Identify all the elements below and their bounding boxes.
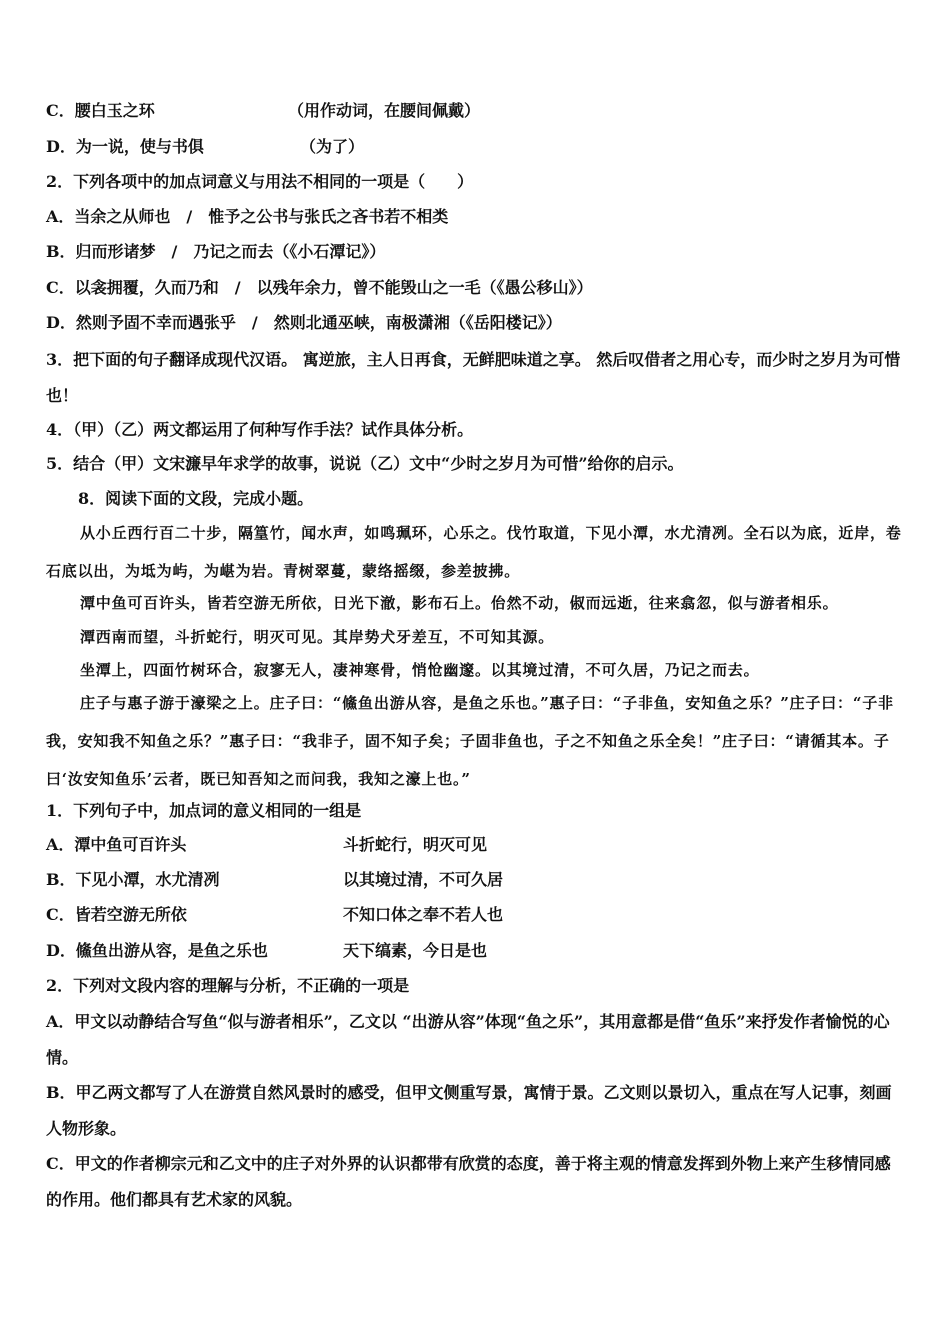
option-right-text: 不知口体之奉不若人也 bbox=[343, 905, 504, 924]
passage-paragraph: 潭中鱼可百许头，皆若空游无所依，日光下澈，影布石上。佁然不动，俶而远逝，往来翕忽，似与游者相乐。 bbox=[80, 594, 839, 612]
subquestion-2-option-c: C．甲文的作者柳宗元和乙文中的庄子对外界的认识都带有欣赏的态度，善于将主观的情意发挥到外物上来产生移情同感的作用。他们都具有艺术家的风貌。 bbox=[46, 1154, 891, 1209]
option-label: D． bbox=[46, 137, 76, 156]
subquestion-1-stem: 1．下列句子中，加点词的意义相同的一组是 bbox=[46, 801, 362, 820]
subquestion-1-option-d bbox=[46, 940, 906, 962]
option-note: （用作动词，在腰间佩戴） bbox=[288, 101, 481, 120]
question-4: 4．（甲）（乙）两文都运用了何种写作手法？试作具体分析。 bbox=[46, 420, 474, 439]
subquestion-2-option-b: B．甲乙两文都写了人在游赏自然风景时的感受，但甲文侧重写景，寓情于景。乙文则以景切入，重点在写人记事，刻画人物形象。 bbox=[46, 1083, 892, 1138]
option-right-text: 斗折蛇行，明灭可见 bbox=[343, 835, 488, 854]
option-label: C． bbox=[46, 101, 75, 120]
question-2-option-a: A．当余之从师也 / 惟予之公书与张氏之吝书若不相类 bbox=[46, 207, 449, 226]
option-left-text: 鯈鱼出游从容，是鱼之乐也 bbox=[75, 941, 268, 960]
option-text: 腰白玉之环 bbox=[74, 101, 155, 120]
subquestion-1-option-b bbox=[46, 869, 906, 891]
passage-paragraph: 从小丘西行百二十步，隔篁竹，闻水声，如鸣珮环，心乐之。伐竹取道，下见小潭，水尤清冽。全石以为底，近岸，卷石底以出，为坻为屿，为嵁为岩。青树翠蔓，蒙络摇缀，参差披拂。 bbox=[46, 524, 902, 580]
prev-question-option-c bbox=[46, 100, 906, 122]
question-5: 5．结合（甲）文宋濂早年求学的故事，说说（乙）文中“少时之岁月为可惜”给你的启示。 bbox=[46, 454, 684, 473]
option-label: A． bbox=[46, 835, 75, 854]
question-2-option-b: B．归而形诸梦 / 乃记之而去（《小石潭记》） bbox=[46, 242, 386, 261]
option-left-text: 皆若空游无所依 bbox=[74, 905, 187, 924]
subquestion-1-option-c bbox=[46, 904, 906, 926]
question-3: 3．把下面的句子翻译成现代汉语。 寓逆旅，主人日再食，无鲜肥味道之享。 然后叹借者之用心专，而少时之岁月为可惜也！ bbox=[46, 350, 901, 405]
passage-paragraph: 庄子与惠子游于濠梁之上。庄子曰：“鯈鱼出游从容，是鱼之乐也。”惠子曰：“子非鱼，安知鱼之乐？”庄子曰：“子非我，安知我不知鱼之乐？”惠子曰：“我非子，固不知子矣；子固非鱼也，子之不知鱼之乐全矣！”庄子曰：“请循其本。子曰‘汝安知鱼乐’云者，既已知吾知之而问我，我知之濠上也。” bbox=[46, 694, 894, 788]
option-note: （为了） bbox=[300, 137, 365, 156]
option-text: 为一说，使与书俱 bbox=[75, 137, 204, 156]
question-2-option-d: D．然则予固不幸而遇张乎 / 然则北通巫峡，南极潇湘（《岳阳楼记》） bbox=[46, 313, 562, 332]
passage-paragraph: 潭西南而望，斗折蛇行，明灭可见。其岸势犬牙差互，不可知其源。 bbox=[80, 628, 555, 646]
option-left-text: 潭中鱼可百许头 bbox=[74, 835, 187, 854]
option-label: D． bbox=[46, 941, 76, 960]
subquestion-2-stem: 2．下列对文段内容的理解与分析，不正确的一项是 bbox=[46, 976, 410, 995]
question-2-stem: 2．下列各项中的加点词意义与用法不相同的一项是（ ） bbox=[46, 172, 474, 191]
subquestion-2-option-a: A．甲文以动静结合写鱼“似与游者相乐”，乙文以 “出游从容”体现“鱼之乐”，其用意都是借“鱼乐”来抒发作者愉悦的心情。 bbox=[46, 1012, 890, 1067]
option-left-text: 下见小潭，水尤清冽 bbox=[75, 870, 220, 889]
option-label: C． bbox=[46, 905, 75, 924]
question-8-heading: 8．阅读下面的文段，完成小题。 bbox=[78, 489, 314, 508]
option-label: B． bbox=[46, 870, 76, 889]
question-2-option-c: C．以衾拥覆，久而乃和 / 以残年余力，曾不能毁山之一毛（《愚公移山》） bbox=[46, 278, 593, 297]
option-right-text: 以其境过清，不可久居 bbox=[343, 870, 504, 889]
passage-paragraph: 坐潭上，四面竹树环合，寂寥无人，凄神寒骨，悄怆幽邃。以其境过清，不可久居，乃记之而去。 bbox=[80, 661, 760, 679]
subquestion-1-option-a bbox=[46, 834, 906, 856]
option-right-text: 天下缟素，今日是也 bbox=[343, 941, 488, 960]
prev-question-option-d bbox=[46, 136, 906, 158]
